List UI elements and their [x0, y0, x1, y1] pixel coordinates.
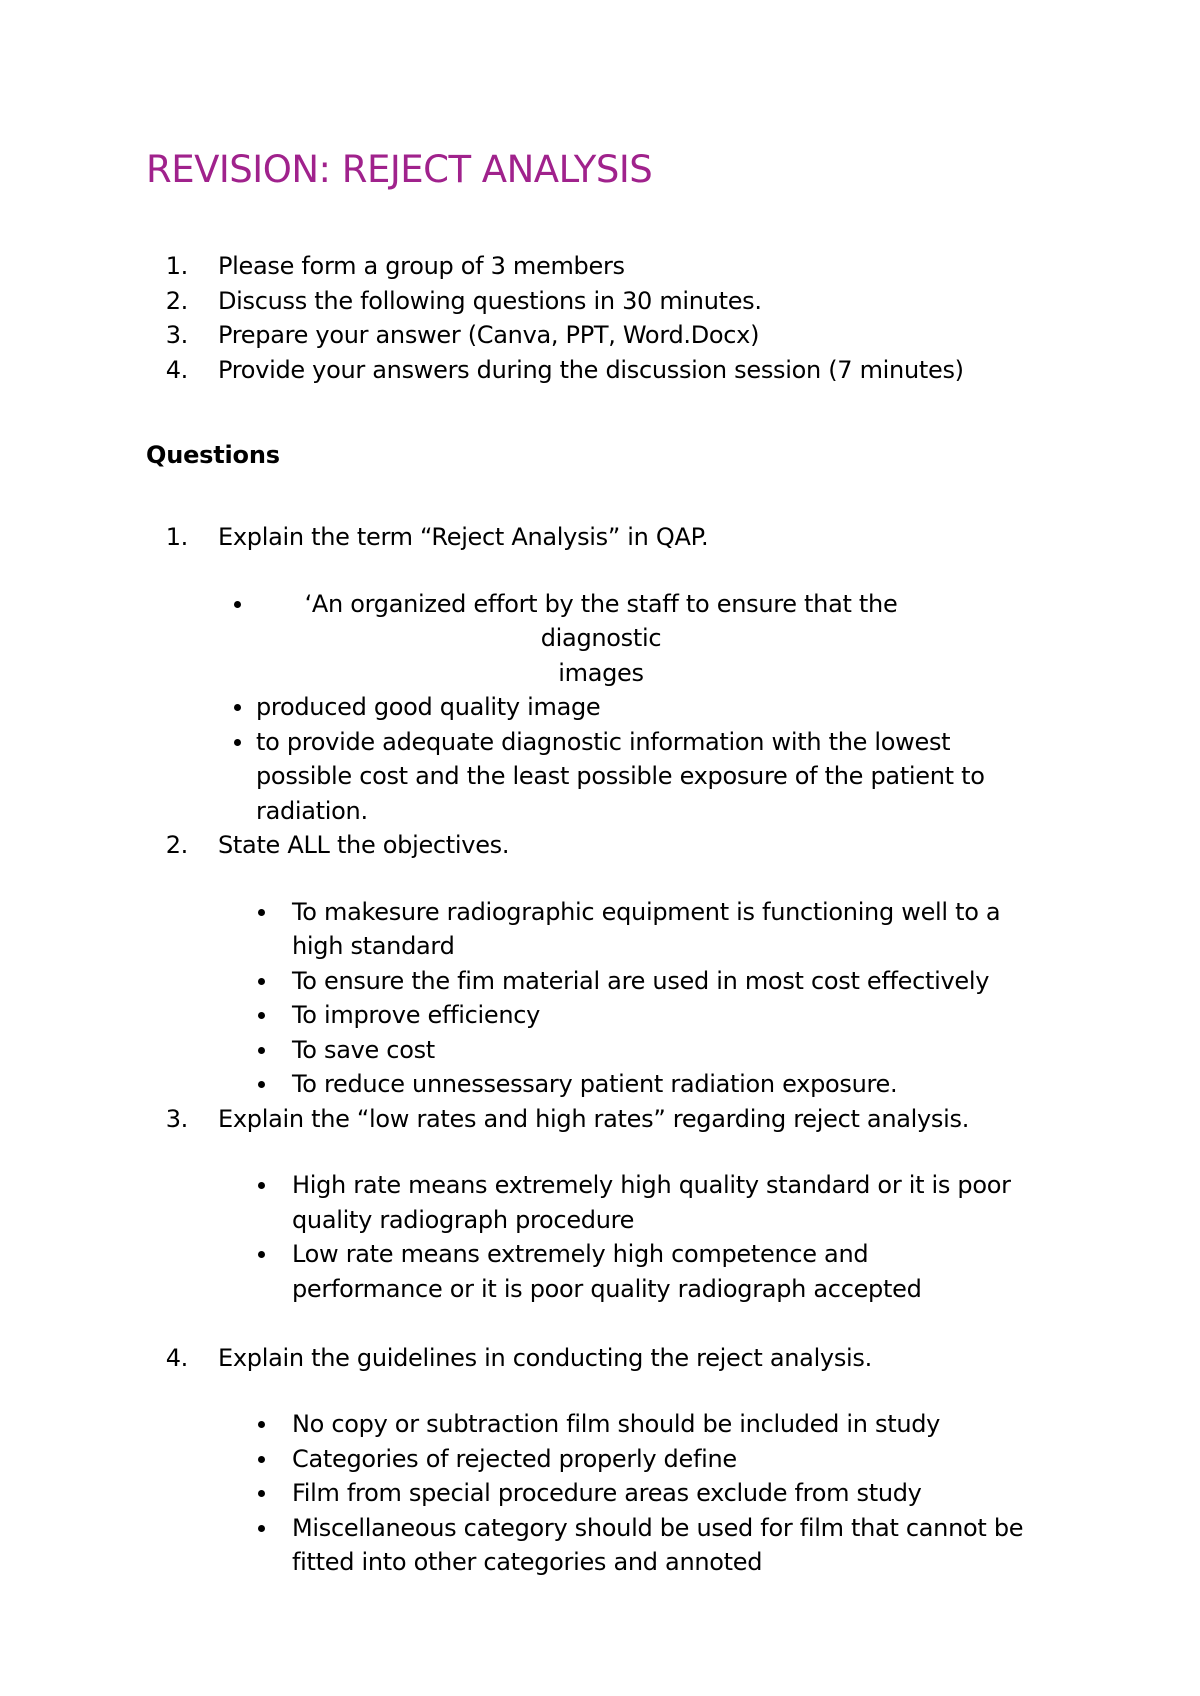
answer-bullets: [146, 587, 1066, 829]
list-number: 1.: [165, 252, 188, 280]
bullet-icon: [234, 739, 241, 746]
bullet-icon: [258, 1525, 265, 1532]
question-number: 3.: [165, 1104, 188, 1133]
bullet-item: [146, 725, 1066, 829]
bullet-icon: [258, 1490, 265, 1497]
list-number: 3.: [165, 321, 188, 349]
bullet-text: To save cost: [292, 1035, 435, 1064]
bullet-item: [146, 1476, 1066, 1511]
bullet-text: To ensure the fim material are used in most cost effectively: [292, 966, 990, 995]
list-item-text: Please form a group of 3 members: [218, 252, 625, 280]
question-number: 4.: [165, 1343, 188, 1372]
bullet-text: to provide adequate diagnostic information with the lowest possible cost and the least possible exposure of the patient to radiation.: [256, 727, 985, 825]
bullet-icon: [234, 704, 241, 711]
instructions-list: [146, 249, 1106, 387]
list-item-text: Provide your answers during the discussion session (7 minutes): [218, 355, 964, 384]
bullet-item: [146, 1067, 1066, 1102]
question-number: 2.: [165, 831, 188, 859]
bullet-text: To makesure radiographic equipment is functioning well to a high standard: [292, 897, 1001, 960]
question-text: Explain the guidelines in conducting the reject analysis.: [218, 1343, 872, 1372]
bullet-item: [146, 895, 1066, 964]
list-number: 4.: [165, 355, 188, 384]
bullet-item: [146, 587, 1066, 691]
list-item: [146, 249, 1106, 284]
question-item: [146, 1341, 1066, 1580]
bullet-icon: [258, 1081, 265, 1088]
bullet-icon: [234, 601, 241, 608]
list-spacer: [146, 1306, 1066, 1341]
bullet-item: [146, 1237, 1066, 1306]
bullet-icon: [258, 1047, 265, 1054]
bullet-item: [146, 1511, 1066, 1580]
answer-bullets: [146, 1407, 1066, 1580]
bullet-text: produced good quality image: [256, 693, 601, 721]
question-text: Explain the term “Reject Analysis” in QAP.: [218, 523, 709, 551]
questions-heading: Questions: [146, 441, 280, 469]
bullet-text: No copy or subtraction film should be included in study: [292, 1410, 941, 1438]
bullet-icon: [258, 1012, 265, 1019]
bullet-icon: [258, 1182, 265, 1189]
bullet-text: High rate means extremely high quality standard or it is poor quality radiograph procedure: [292, 1171, 1011, 1234]
bullet-item: [146, 1442, 1066, 1477]
list-item: [146, 353, 1106, 388]
bullet-text-line: images: [558, 658, 644, 687]
questions-list: [146, 520, 1066, 1580]
bullet-icon: [258, 1456, 265, 1463]
bullet-text: [256, 587, 946, 691]
bullet-text: To improve efficiency: [292, 1001, 541, 1029]
bullet-item: [146, 964, 1066, 999]
question-text: Explain the “low rates and high rates” regarding reject analysis.: [218, 1104, 970, 1133]
question-item: [146, 828, 1066, 1102]
question-item: [146, 520, 1066, 828]
bullet-icon: [258, 909, 265, 916]
bullet-text: Low rate means extremely high competence and performance or it is poor quality radiograph accepted: [292, 1240, 922, 1303]
list-item: [146, 318, 1106, 353]
question-item: [146, 1102, 1066, 1307]
question-number: 1.: [165, 523, 188, 551]
question-text: State ALL the objectives.: [218, 831, 510, 859]
bullet-item: [146, 690, 1066, 725]
bullet-item: [146, 1407, 1066, 1442]
bullet-item: [146, 1033, 1066, 1068]
bullet-text: To reduce unnessessary patient radiation exposure.: [292, 1070, 898, 1098]
bullet-text: Film from special procedure areas exclude from study: [292, 1479, 922, 1507]
page-title: REVISION: REJECT ANALYSIS: [146, 148, 653, 191]
bullet-icon: [258, 1251, 265, 1258]
list-item-text: Prepare your answer (Canva, PPT, Word.Docx): [218, 321, 760, 349]
list-item-text: Discuss the following questions in 30 minutes.: [218, 286, 762, 315]
list-item: [146, 284, 1106, 319]
bullet-item: [146, 1168, 1066, 1237]
bullet-icon: [258, 1421, 265, 1428]
bullet-icon: [258, 978, 265, 985]
answer-bullets: [146, 895, 1066, 1102]
answer-bullets: [146, 1168, 1066, 1306]
bullet-text: Categories of rejected properly define: [292, 1444, 737, 1473]
bullet-text-line: ‘An organized effort by the staff to ensure that the diagnostic: [304, 589, 898, 652]
list-number: 2.: [165, 286, 188, 315]
bullet-text: Miscellaneous category should be used for film that cannot be fitted into other categories and annoted: [292, 1513, 1024, 1576]
bullet-item: [146, 998, 1066, 1033]
